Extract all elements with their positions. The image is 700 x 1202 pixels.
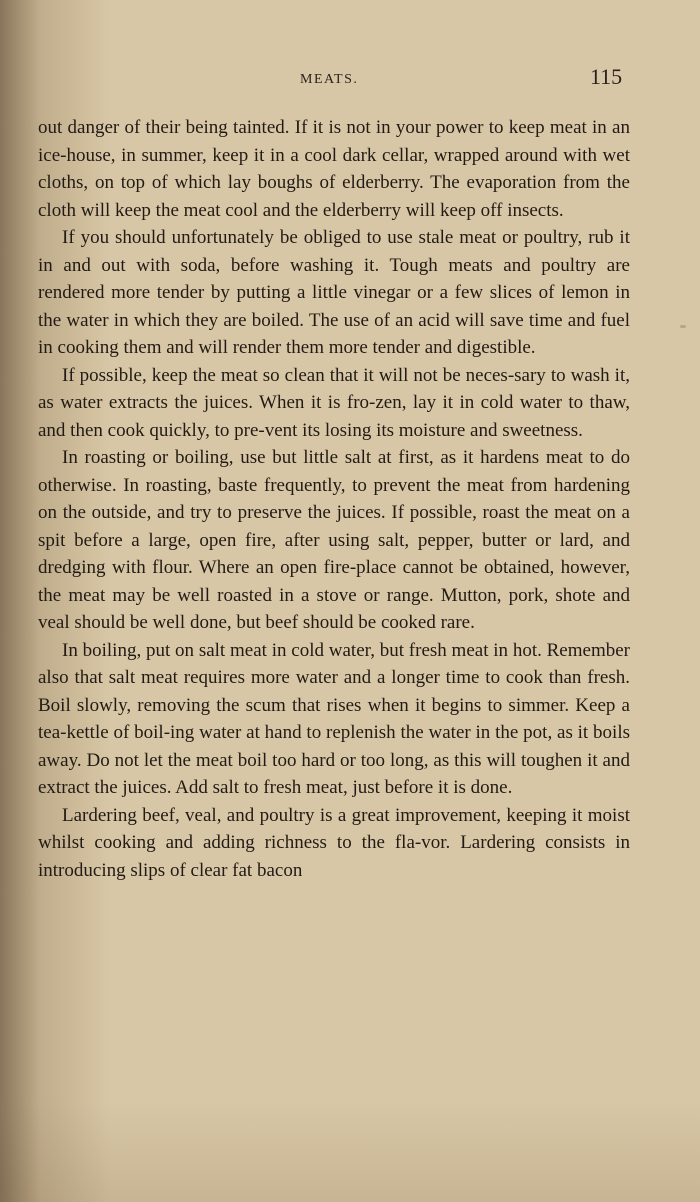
body-text xyxy=(38,114,630,884)
paragraph-2: If you should unfortunately be obliged to use stale meat or poultry, rub it in and out with soda, before washing it. Tough meats and poultry are rendered more tender by putting a little vinegar or a few slices of lemon in the water in which they are boiled. The use of an acid will save time and fuel in cooking them and will render them more tender and digestible. xyxy=(38,227,630,358)
paragraph-4: In roasting or boiling, use but little salt at first, as it hardens meat to do otherwise. In roasting, baste frequently, to prevent the meat from hardening on the outside, and try to preserve the juices. If possible, roast the meat on a spit before a large, open fire, after using salt, pepper, butter or lard, and dredging with flour. Where an open fire-place cannot be obtained, however, the meat may be well roasted in a stove or range. Mutton, pork, shote and veal should be well done, but beef should be cooked rare. xyxy=(38,447,630,633)
paragraph-1: out danger of their being tainted. If it is not in your power to keep meat in an ice-house, in summer, keep it in a cool dark cellar, wrapped around with wet cloths, on top of which lay boughs of elderberry. The evaporation from the cloth will keep the meat cool and the elderberry will keep off insects. xyxy=(38,117,630,221)
paragraph-5: In boiling, put on salt meat in cold water, but fresh meat in hot. Remember also that salt meat requires more water and a longer time to cook than fresh. Boil slowly, removing the scum that rises when it begins to simmer. Keep a tea-kettle of boil-ing water at hand to replenish the water in the pot, as it boils away. Do not let the meat boil too hard or too long, as this will toughen it and extract the juices. Add salt to fresh meat, just before it is done. xyxy=(38,639,630,798)
running-head: MEATS. xyxy=(300,72,359,87)
paragraph-6: Lardering beef, veal, and poultry is a great improvement, keeping it moist whilst cooking and adding richness to the fla-vor. Lardering consists in introducing slips of clear fat bacon xyxy=(38,804,630,881)
page-number: 115 xyxy=(590,64,623,89)
paragraph-3: If possible, keep the meat so clean that it will not be neces-sary to wash it, as water extracts the juices. When it is fro-zen, lay it in cold water to thaw, and then cook quickly, to pre-vent its losing its moisture and sweetness. xyxy=(38,364,630,441)
page-header xyxy=(0,60,700,100)
paper-blemish xyxy=(680,325,686,328)
